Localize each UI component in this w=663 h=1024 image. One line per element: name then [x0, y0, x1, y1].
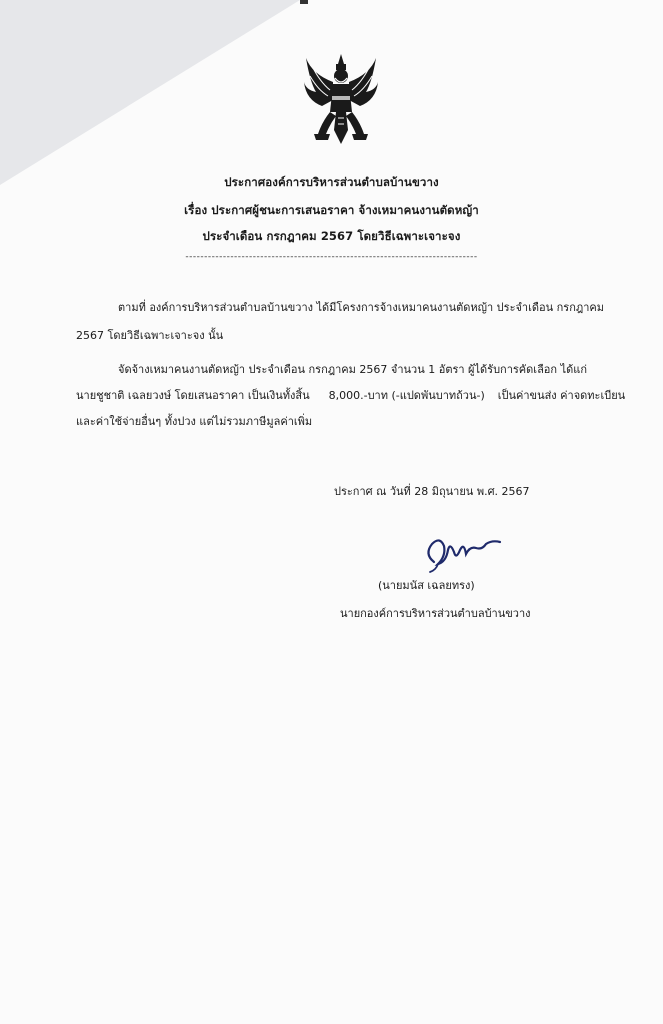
announcement-subject: เรื่อง ประกาศผู้ชนะการเสนอราคา จ้างเหมาคนงานตัดหญ้า [184, 203, 479, 217]
paragraph1-line1: ตามที่ องค์การบริหารส่วนตำบลบ้านขวาง ได้มีโครงการจ้างเหมาคนงานตัดหญ้า ประจำเดือน กรกฎาคม [118, 301, 605, 314]
announcement-period: ประจำเดือน กรกฎาคม 2567 โดยวิธีเฉพาะเจาะจง [202, 229, 461, 243]
page-corner-fold [0, 0, 300, 185]
paragraph1-line2: 2567 โดยวิธีเฉพาะเจาะจง นั้น [76, 329, 224, 342]
signature-icon [420, 532, 504, 574]
signer-title: นายกองค์การบริหารส่วนตำบลบ้านขวาง [340, 607, 531, 620]
paragraph2-winner-text: นายชูชาติ เฉลยวงษ์ โดยเสนอราคา เป็นเงินทั้งสิ้น [76, 389, 310, 402]
scan-speck [300, 0, 308, 4]
announcement-title: ประกาศองค์การบริหารส่วนตำบลบ้านขวาง [224, 175, 439, 189]
garuda-emblem-icon [302, 52, 380, 148]
paragraph2-line1: จัดจ้างเหมาคนงานตัดหญ้า ประจำเดือน กรกฎาคม 2567 จำนวน 1 อัตรา ผู้ได้รับการคัดเลือก ได้แก่ [118, 363, 587, 376]
paragraph2-line3: และค่าใช้จ่ายอื่นๆ ทั้งปวง แต่ไม่รวมภาษีมูลค่าเพิ่ม [76, 415, 313, 428]
header-divider: ------------------------------------------------------------------------------ [185, 252, 478, 262]
paragraph2-line2 [76, 386, 625, 404]
signer-name: (นายมนัส เฉลยทรง) [378, 579, 475, 592]
contract-amount: 8,000.-บาท (-แปดพันบาทถ้วน-) [328, 389, 485, 402]
paragraph2-cost-items: เป็นค่าขนส่ง ค่าจดทะเบียน [497, 389, 626, 402]
announcement-date: ประกาศ ณ วันที่ 28 มิถุนายน พ.ศ. 2567 [334, 485, 530, 498]
